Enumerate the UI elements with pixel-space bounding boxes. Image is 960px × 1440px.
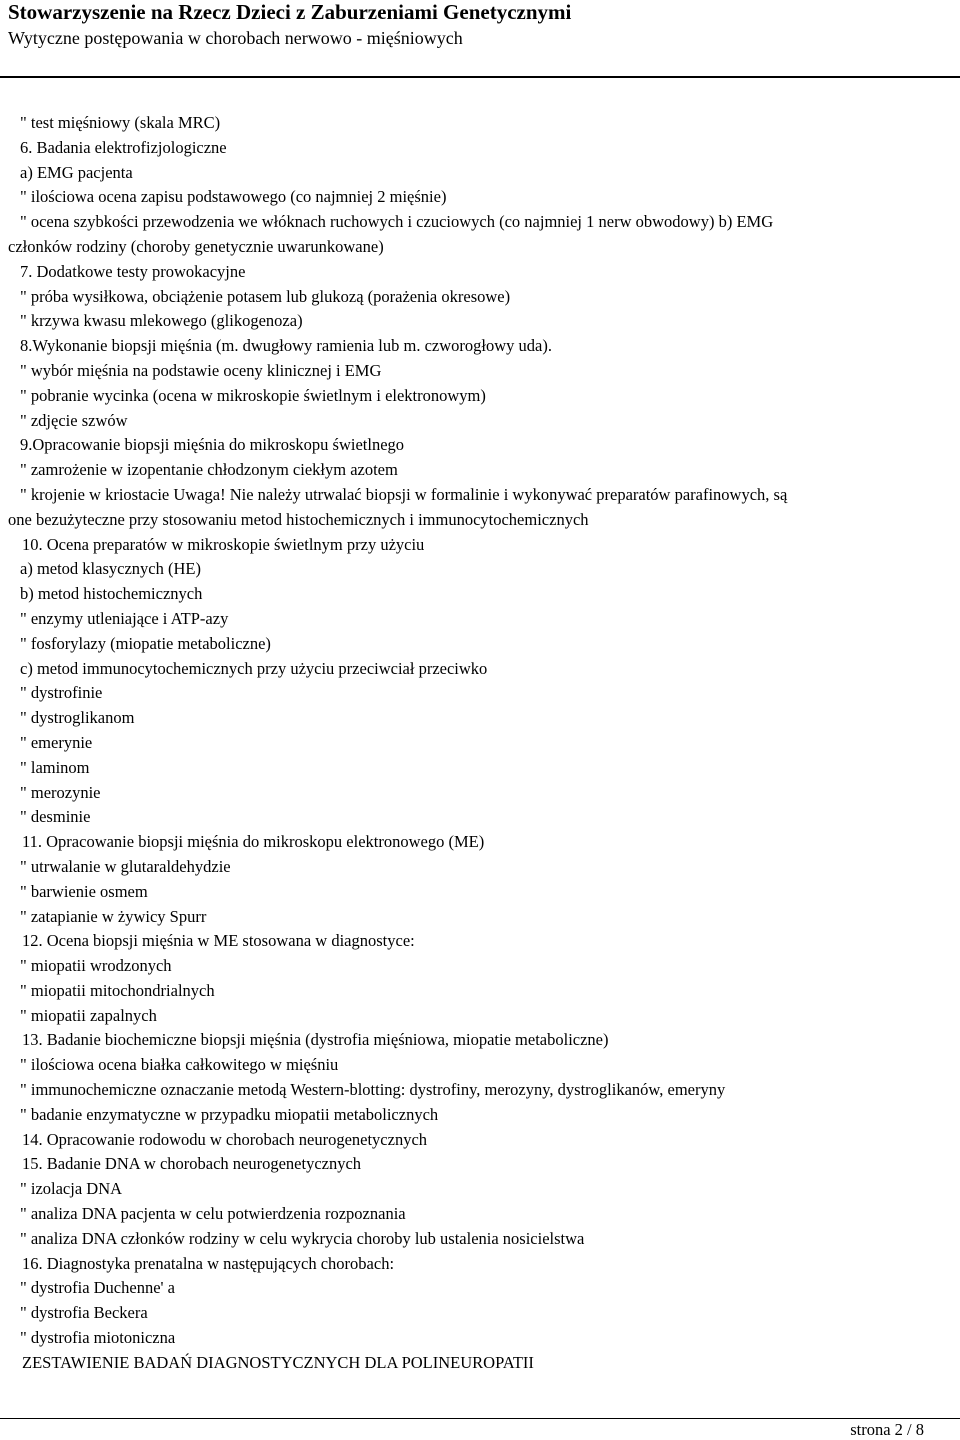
text-line: " miopatii wrodzonych bbox=[20, 956, 172, 976]
text-line: " krzywa kwasu mlekowego (glikogenoza) bbox=[20, 311, 303, 331]
organization-title: Stowarzyszenie na Rzecz Dzieci z Zaburzeniami Genetycznymi bbox=[8, 0, 572, 24]
text-line: " enzymy utleniające i ATP-azy bbox=[20, 608, 229, 628]
section-heading: 13. Badanie biochemiczne biopsji mięśnia (dystrofia mięśniowa, miopatie metaboliczne) bbox=[22, 1030, 609, 1050]
text-line: " miopatii zapalnych bbox=[20, 1005, 157, 1025]
document-body bbox=[8, 111, 952, 1376]
text-line: " ilościowa ocena białka całkowitego w mięśniu bbox=[20, 1055, 339, 1075]
text-line: " krojenie w kriostacie Uwaga! Nie należy utrwalać biopsji w formalinie i wykonywać preparatów parafinowych, są bbox=[20, 484, 788, 504]
text-line: " próba wysiłkowa, obciążenie potasem lub glukozą (porażenia okresowe) bbox=[20, 286, 511, 306]
text-line: " dystrofia Beckera bbox=[20, 1303, 148, 1323]
section-heading: 12. Ocena biopsji mięśnia w ME stosowana w diagnostyce: bbox=[22, 931, 415, 951]
section-heading: 9.Opracowanie biopsji mięśnia do mikroskopu świetlnego bbox=[20, 435, 405, 455]
text-line: " zdjęcie szwów bbox=[20, 410, 128, 430]
text-line: one bezużyteczne przy stosowaniu metod histochemicznych i immunocytochemicznych bbox=[8, 509, 589, 529]
text-line: " zamrożenie w izopentanie chłodzonym ciekłym azotem bbox=[20, 460, 398, 480]
text-line: " analiza DNA członków rodziny w celu wykrycia choroby lub ustalenia nosicielstwa bbox=[20, 1228, 585, 1248]
text-line: " merozynie bbox=[20, 782, 101, 802]
section-heading: 16. Diagnostyka prenatalna w następujących chorobach: bbox=[22, 1253, 395, 1273]
page-header bbox=[8, 0, 952, 50]
section-heading: 8.Wykonanie biopsji mięśnia (m. dwugłowy ramienia lub m. czworogłowy uda). bbox=[20, 336, 552, 356]
text-line: " ilościowa ocena zapisu podstawowego (co najmniej 2 mięśnie) bbox=[20, 187, 447, 207]
text-line: a) EMG pacjenta bbox=[20, 162, 133, 182]
text-line: " dystrofia miotoniczna bbox=[20, 1328, 176, 1348]
section-heading: 14. Opracowanie rodowodu w chorobach neurogenetycznych bbox=[22, 1129, 428, 1149]
text-line: " utrwalanie w glutaraldehydzie bbox=[20, 856, 231, 876]
text-line: " immunochemiczne oznaczanie metodą Western-blotting: dystrofiny, merozyny, dystroglikanów, emeryny bbox=[20, 1080, 726, 1100]
text-line: " analiza DNA pacjenta w celu potwierdzenia rozpoznania bbox=[20, 1204, 406, 1224]
text-line: " fosforylazy (miopatie metaboliczne) bbox=[20, 633, 271, 653]
text-line: " dystrofinie bbox=[20, 683, 103, 703]
section-heading: 7. Dodatkowe testy prowokacyjne bbox=[20, 261, 246, 281]
section-heading: 11. Opracowanie biopsji mięśnia do mikroskopu elektronowego (ME) bbox=[22, 832, 485, 852]
text-line: " pobranie wycinka (ocena w mikroskopie świetlnym i elektronowym) bbox=[20, 385, 486, 405]
text-line: " miopatii mitochondrialnych bbox=[20, 980, 215, 1000]
text-line: " barwienie osmem bbox=[20, 881, 148, 901]
text-line: " wybór mięśnia na podstawie oceny klinicznej i EMG bbox=[20, 360, 382, 380]
text-line: " izolacja DNA bbox=[20, 1179, 123, 1199]
section-heading: 10. Ocena preparatów w mikroskopie świetlnym przy użyciu bbox=[22, 534, 425, 554]
text-line: " laminom bbox=[20, 757, 90, 777]
text-line: " test mięśniowy (skala MRC) bbox=[20, 113, 221, 132]
header-divider bbox=[0, 76, 960, 78]
page-number: strona 2 / 8 bbox=[850, 1420, 924, 1439]
text-line: członków rodziny (choroby genetycznie uwarunkowane) bbox=[8, 236, 384, 256]
text-line: " dystroglikanom bbox=[20, 708, 135, 728]
text-line: " zatapianie w żywicy Spurr bbox=[20, 906, 207, 926]
text-line: c) metod immunocytochemicznych przy użyciu przeciwciał przeciwko bbox=[20, 658, 488, 678]
text-line: a) metod klasycznych (HE) bbox=[20, 559, 201, 579]
document-subtitle: Wytyczne postępowania w chorobach nerwowo - mięśniowych bbox=[8, 28, 463, 48]
text-line: " ocena szybkości przewodzenia we włóknach ruchowych i czuciowych (co najmniej 1 nerw obwodowy) b) EMG bbox=[20, 212, 774, 232]
footer-divider bbox=[0, 1418, 960, 1419]
section-heading: 15. Badanie DNA w chorobach neurogenetycznych bbox=[22, 1154, 362, 1174]
text-line: " emerynie bbox=[20, 732, 93, 752]
text-line: " dystrofia Duchenne' a bbox=[20, 1278, 175, 1298]
text-line: " badanie enzymatyczne w przypadku miopatii metabolicznych bbox=[20, 1104, 439, 1124]
section-heading: 6. Badania elektrofizjologiczne bbox=[20, 137, 227, 157]
text-line: " desminie bbox=[20, 807, 91, 827]
text-line: b) metod histochemicznych bbox=[20, 584, 203, 604]
summary-heading: ZESTAWIENIE BADAŃ DIAGNOSTYCZNYCH DLA POLINEUROPATII bbox=[22, 1352, 534, 1372]
